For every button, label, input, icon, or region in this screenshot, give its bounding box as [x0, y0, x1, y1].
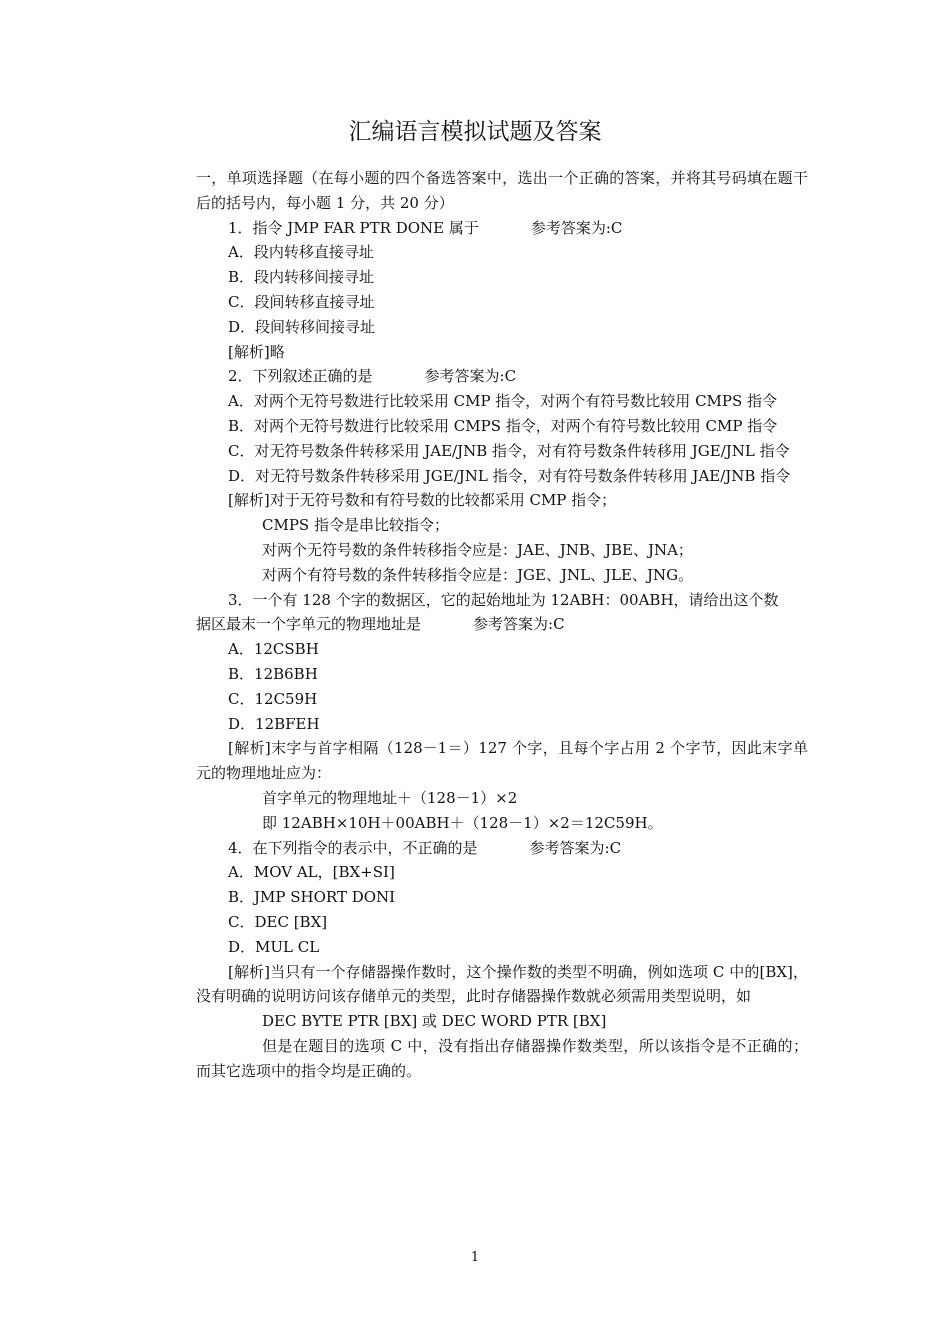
question-3-option-c: C．12C59H: [228, 689, 318, 708]
question-3-option-d: D．12BFEH: [228, 714, 320, 733]
question-4-stem: [196, 836, 808, 861]
question-3-option-a: A．12CSBH: [228, 640, 319, 659]
question-3-answer: 参考答案为:C: [473, 615, 565, 634]
question-3-stem-line1: 3．一个有 128 个字的数据区，它的起始地址为 12ABH：00ABH，请给出这个数: [228, 590, 779, 609]
question-2-option-c: C．对无符号数条件转移采用 JAE/JNB 指令，对有符号数条件转移用 JGE/JNL 指令: [228, 441, 790, 460]
question-4-option-a: A．MOV AL，[BX+SI]: [228, 863, 395, 882]
question-3-text: 据区最末一个字单元的物理地址是: [196, 615, 422, 634]
question-3-stem-line2: [196, 612, 808, 637]
question-2-option-a: A．对两个无符号数进行比较采用 CMP 指令，对两个有符号数比较用 CMPS 指令: [228, 392, 778, 411]
question-4-answer: 参考答案为:C: [529, 838, 622, 857]
question-1-option-b: B．段内转移间接寻址: [228, 268, 375, 287]
question-3-analysis: [解析]末字与首字相隔（128－1＝）127 个字，且每个字占用 2 个字节，因此末字单元的物理地址应为：: [196, 739, 808, 783]
document-body: [196, 166, 808, 1083]
question-2-analysis: [解析]对于无符号数和有符号数的比较都采用 CMP 指令；: [228, 491, 617, 510]
question-3-analysis-line: 即 12ABH×10H＋00ABH＋（128－1）×2＝12C59H。: [262, 813, 663, 832]
question-1-analysis: [解析]略: [228, 342, 285, 361]
question-4-analysis: [解析]当只有一个存储器操作数时，这个操作数的类型不明确，例如选项 C 中的[BX]，没有明确的说明访问该存储单元的类型，此时存储器操作数就必须需用类型说明，如: [196, 962, 808, 1006]
question-1-stem: [196, 216, 808, 241]
question-2-answer: 参考答案为:C: [424, 367, 517, 386]
question-4-text: 4．在下列指令的表示中，不正确的是: [228, 838, 478, 857]
page-number: 1: [470, 1250, 480, 1265]
question-4-conclusion: 但是在题目的选项 C 中，没有指出存储器操作数类型，所以该指令是不正确的；而其它选项中的指令均是正确的。: [196, 1036, 808, 1080]
page-title: 汇编语言模拟试题及答案: [348, 119, 602, 145]
section-intro: 一，单项选择题（在每小题的四个备选答案中，选出一个正确的答案，并将其号码填在题干后的括号内，每小题 1 分，共 20 分）: [196, 169, 808, 212]
question-3-option-b: B．12B6BH: [228, 664, 318, 683]
question-2-option-d: D．对无符号数条件转移采用 JGE/JNL 指令，对有符号数条件转移用 JAE/JNB 指令: [228, 466, 791, 485]
question-1-option-c: C．段间转移直接寻址: [228, 292, 375, 311]
question-1-option-a: A．段内转移直接寻址: [228, 243, 374, 262]
question-3-analysis-line: 首字单元的物理地址＋（128－1）×2: [262, 788, 518, 807]
question-4-option-b: B．JMP SHORT DONI: [228, 888, 396, 907]
question-2-analysis-line: CMPS 指令是串比较指令；: [262, 516, 449, 535]
question-2-text: 2．下列叙述正确的是: [228, 367, 373, 386]
question-4-option-d: D．MUL CL: [228, 937, 320, 956]
question-4-example: DEC BYTE PTR [BX] 或 DEC WORD PTR [BX]: [262, 1012, 607, 1031]
question-2-analysis-line: 对两个有符号数的条件转移指令应是：JGE、JNL、JLE、JNG。: [262, 565, 694, 584]
question-1-answer: 参考答案为:C: [530, 218, 623, 237]
question-2-stem: [196, 364, 808, 389]
question-1-text: 1．指令 JMP FAR PTR DONE 属于: [228, 218, 479, 237]
question-4-option-c: C．DEC [BX]: [228, 912, 328, 931]
question-2-option-b: B．对两个无符号数进行比较采用 CMPS 指令，对两个有符号数比较用 CMP 指令: [228, 416, 778, 435]
question-1-option-d: D．段间转移间接寻址: [228, 317, 376, 336]
question-2-analysis-line: 对两个无符号数的条件转移指令应是：JAE、JNB、JBE、JNA；: [262, 540, 693, 559]
